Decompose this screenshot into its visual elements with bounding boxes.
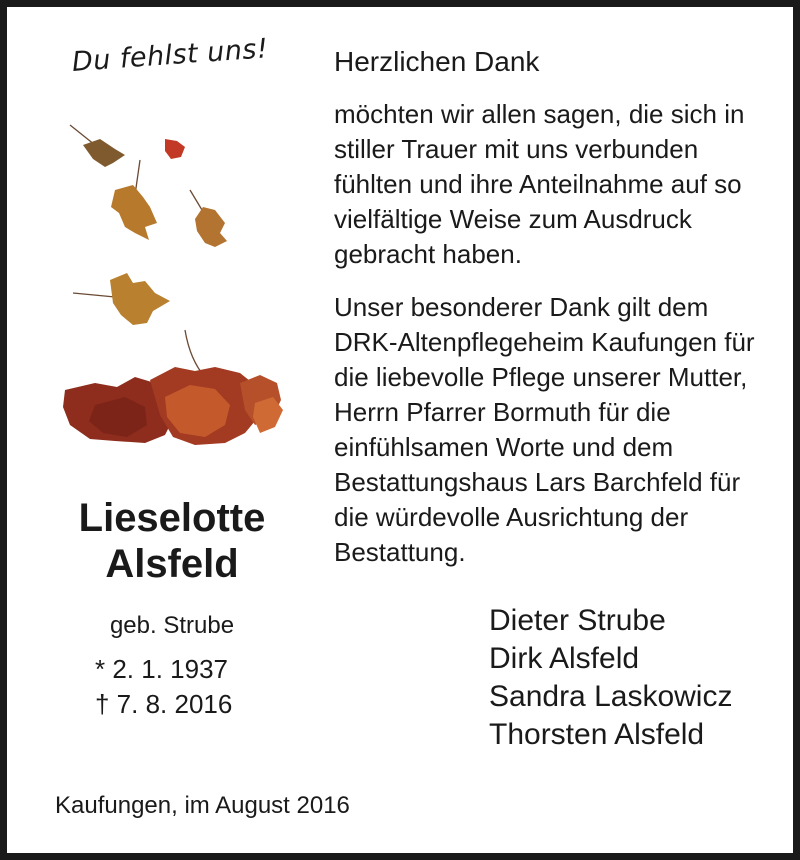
thanks-paragraph-1: möchten wir allen sagen, die sich in stiller Trauer mit uns verbunden fühlten und ihre Anteilnahme auf so vielfältige Weise zum Ausdruck gebracht haben. [334,99,745,269]
thanks-text [334,45,774,588]
place-and-date: Kaufungen, im August 2016 [55,792,350,819]
signer: Dirk Alsfeld [489,642,640,675]
leaf-4 [195,207,227,247]
life-dates [95,652,232,722]
signer: Dieter Strube [489,604,666,637]
signer: Sandra Laskowicz [489,680,733,713]
death-date: † 7. 8. 2016 [95,689,233,719]
deceased-first-name: Lieselotte [78,496,266,540]
deceased-name [37,495,307,587]
leaf-1 [83,139,125,167]
leaf-3 [111,185,157,240]
motto: Du fehlst uns! [71,33,270,78]
thanks-paragraph-2: Unser besonderer Dank gilt dem DRK-Altenpflegeheim Kaufungen für die liebevolle Pflege unserer Mutter, Herrn Pfarrer Bormuth für die einfühlsamen Worte und dem Bestattungshaus Lars Barchfeld für die würdevolle Ausrichtung der Bestattung. [334,292,755,567]
leaf-5 [110,273,170,325]
leaf-2 [165,139,185,159]
deceased-last-name: Alsfeld [105,542,239,586]
birth-name: geb. Strube [109,612,235,639]
leaf-pile [63,367,283,445]
autumn-leaves-illustration [55,115,285,450]
signers-list [489,602,732,754]
birth-date: * 2. 1. 1937 [95,654,228,684]
signer: Thorsten Alsfeld [489,718,705,751]
thanks-heading: Herzlichen Dank [334,46,540,77]
